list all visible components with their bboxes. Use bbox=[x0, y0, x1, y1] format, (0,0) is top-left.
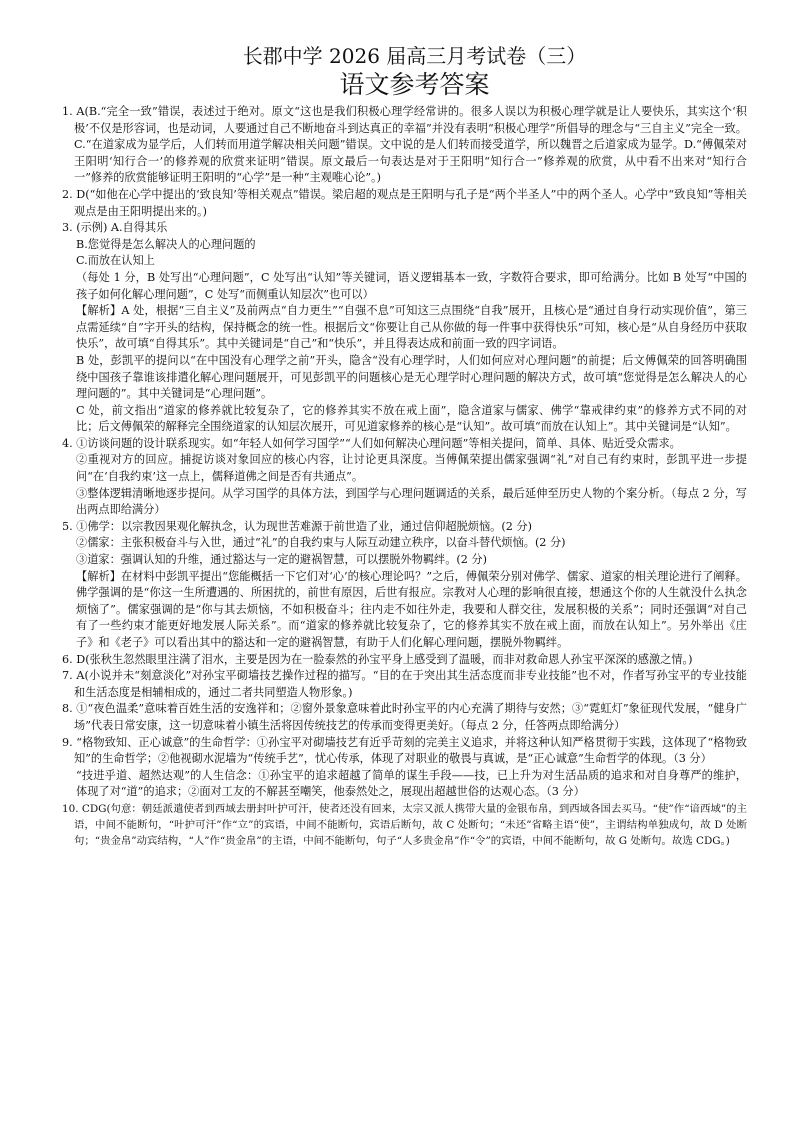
answer-10: 10. CDG(句意：朝廷派遣使者到西域去册封叶护可汗，使者还没有回来，太宗又派人携带大量的金银布帛，到西域各国去买马。“使”作“谙西域”的主语，中间不能断句，“叶护可汗”作“立”的宾语，中间不能断句，宾语后断句，故 C 处断句；“未还”省略主语“使”，主谓结构单独成句，故 D 处断句；“贵金帛”动宾结构，“人”作“贵金帛”的主语，中间不能断句，句子“人多贵金帛”作“令”的宾语，中间不能断句，故 G 处断句。故选 CDG。) bbox=[62, 802, 747, 848]
answer-5-point-3: ③道家：强调认知的升维，通过豁达与一定的避祸智慧，可以摆脱外物羁绊。(2 分) bbox=[76, 553, 487, 567]
answer-3-b: B.您觉得是怎么解决人的心理问题的 bbox=[76, 237, 256, 251]
answer-3-c: C.而放在认知上 bbox=[76, 254, 155, 268]
answer-9-part-2: “技进乎道、超然达观”的人生信念：①孙宝平的追求超越了简单的谋生手段——技，已上升为对生活品质的追求和对自身尊严的维护，体现了对“道”的追求；②面对工友的不解甚至嘲笑，他泰然处之，展现出超越世俗的达观心态。（3 分） bbox=[76, 768, 747, 799]
answer-9: 9. “格物致知、正心诚意”的生命哲学：①孙宝平对砌墙技艺有近乎苛刻的完美主义追求，并将这种认知严格贯彻于实践，这体现了“格物致知”的生命哲学；②他视砌水泥墙为“传统手艺”，忧心传承，体现了对职业的敬畏与真诚，是“正心诚意”生命哲学的体现。（3 分） bbox=[62, 735, 747, 766]
answer-5-point-2: ②儒家：主张积极奋斗与入世，通过“礼”的自我约束与人际互动建立秩序，以奋斗替代烦恼。(2 分) bbox=[76, 536, 566, 550]
answer-7: 7. A(小说并未“刻意淡化”对孙宝平砌墙技艺操作过程的描写。“目的在于突出其生活态度而非专业技能”也不对，作者写孙宝平的专业技能和生活态度是相辅相成的，通过二者共同塑造人物形象。) bbox=[62, 669, 747, 699]
answer-4-point-3: ③整体逻辑清晰地逐步提问。从学习国学的具体方法，到国学与心理问题调适的关系，最后延伸至历史人物的个案分析。（每点 2 分，写出两点即给满分） bbox=[76, 486, 747, 517]
answer-3-analysis-b: B 处，彭凯平的提问以“在中国没有心理学之前”开头，隐含“没有心理学时，人们如何应对心理问题”的前提；后文傅佩荣的回答明确围绕中国孩子靠谁该排遣化解心理问题展开，可见彭凯平的问题核心是无心理学时心理问题的解决方式，故可填“您觉得是怎么解决人的心理问题的”。其中关键词是“心理问题”。 bbox=[76, 353, 747, 401]
answer-3-scoring: （每处 1 分，B 处写出“心理问题”，C 处写出“认知”等关键词，语义逻辑基本一致，字数符合要求，即可给满分。比如 B 处写“中国的孩子如何化解心理问题”，C 处写“而侧重认知层次”也可以） bbox=[76, 270, 747, 301]
exam-title: 长郡中学 2026 届高三月考试卷（三） bbox=[242, 44, 587, 68]
answer-2: 2. D(“如他在心学中提出的‘致良知’等相关观点”错误。梁启超的观点是王阳明与孔子是“两个半圣人”中的两个圣人。心学中“致良知”等相关观点是由王阳明提出来的。) bbox=[62, 187, 747, 218]
answer-5: 5. ①佛学：以宗教因果观化解执念，认为现世苦难源于前世造了业，通过信仰超脱烦恼。(2 分) bbox=[62, 519, 532, 533]
answer-4: 4. ①访谈问题的设计联系现实。如“年轻人如何学习国学”“人们如何解决心理问题”等相关提问，简单、具体、贴近受众需求。 bbox=[62, 436, 681, 450]
answer-3-analysis-a: 【解析】A 处，根据“三自主义”及前两点“自力更生”“自强不息”可知这三点围绕“自我”展开，且核心是“通过自身行动实现价值”，第三点需延续“自”字开头的结构，保持概念的统一性。根据后文“你要让自己从你做的每一件事中获得快乐”可知，核心是“从自身经历中获取快乐”，故可填“自得其乐”。其中关键词是“自己”和“快乐”，并且得表达成和前面一致的四字词语。 bbox=[76, 304, 747, 351]
answer-3-analysis-c: C 处，前文指出“道家的修养就比较复杂了，它的修养其实不放在戒上面”，隐含道家与儒家、佛学“靠戒律约束”的修养方式不同的对比；后文傅佩荣的解释完全围绕道家的认知层次展开，可见道家修养的核心是“认知”。故可填“而放在认知上”。其中关键词是“认知”。 bbox=[76, 403, 747, 434]
answer-8: 8. ①“夜色温柔”意味着百姓生活的安逸祥和；②窗外景象意味着此时孙宝平的内心充满了期待与安然；③“霓虹灯”象征现代发展，“健身广场”代表日常安康，这一切意味着小镇生活将因传统技艺的传承而变得更美好。（每点 2 分，任答两点即给满分） bbox=[62, 702, 747, 732]
answer-5-analysis: 【解析】在材料中彭凯平提出“您能概括一下它们对‘心’的核心理论吗？”之后，傅佩荣分别对佛学、儒家、道家的相关理论进行了阐释。佛学强调的是“你这一生所遭遇的、所困扰的，前世有原因，后世有报应。宗教对人心理的影响很直接，想通这个你的人生就没什么执念烦恼了”。儒家强调的是“你与其去烦恼，不如积极奋斗；往内走不如往外走，我要和人群交往，发展积极的关系”；同时还强调“对自己有了一些约束才能更好地发展人际关系”。而“道家的修养就比较复杂了，它的修养其实不放在戒上面，而放在认知上”。另外举出《庄子》和《老子》可以看出其中的豁达和一定的避祸智慧，有助于人们化解心理问题，摆脱外物羁绊。 bbox=[76, 569, 747, 649]
answer-key-title: 语文参考答案 bbox=[339, 70, 490, 99]
answer-3: 3. (示例) A.自得其乐 bbox=[62, 221, 168, 235]
answer-content bbox=[62, 104, 747, 850]
answer-1: 1. A(B.“完全一致”错误，表述过于绝对。原文“这也是我们积极心理学经常讲的。很多人误以为积极心理学就是让人要快乐，其实这个‘积极’不仅是形容词，也是动词，人要通过自己不断地奋斗到达真正的幸福”并没有表明“积极心理学”所倡导的理念与“三自主义”完全一致。C.“在道家成为显学后，人们转而用道学解决相关问题”错误。文中说的是人们转而接受道学，所以魏晋之后道家成为显学。D.“傅佩荣对王阳明‘知行合一’的修养观的欣赏来证明”错误。原文最后一句表达是对于王阳明“知行合一”修养观的欣赏，从中看不出来对“知行合一”修养的欣赏能够证明王阳明的“心学”是一种“主观唯心论”。) bbox=[62, 105, 747, 185]
answer-4-point-2: ②重视对方的回应。捕捉访谈对象回应的核心内容，让讨论更具深度。当傅佩荣提出儒家强调“礼”对自己有约束时，彭凯平进一步提问“在‘自我约束’这一点上，儒释道佛之间是否有共通点”。 bbox=[76, 453, 747, 484]
answer-6: 6. D(张秋生忽然眼里注满了泪水，主要是因为在一脸泰然的孙宝平身上感受到了温暖，而非对救命恩人孙宝平深深的感激之情。) bbox=[62, 652, 693, 666]
